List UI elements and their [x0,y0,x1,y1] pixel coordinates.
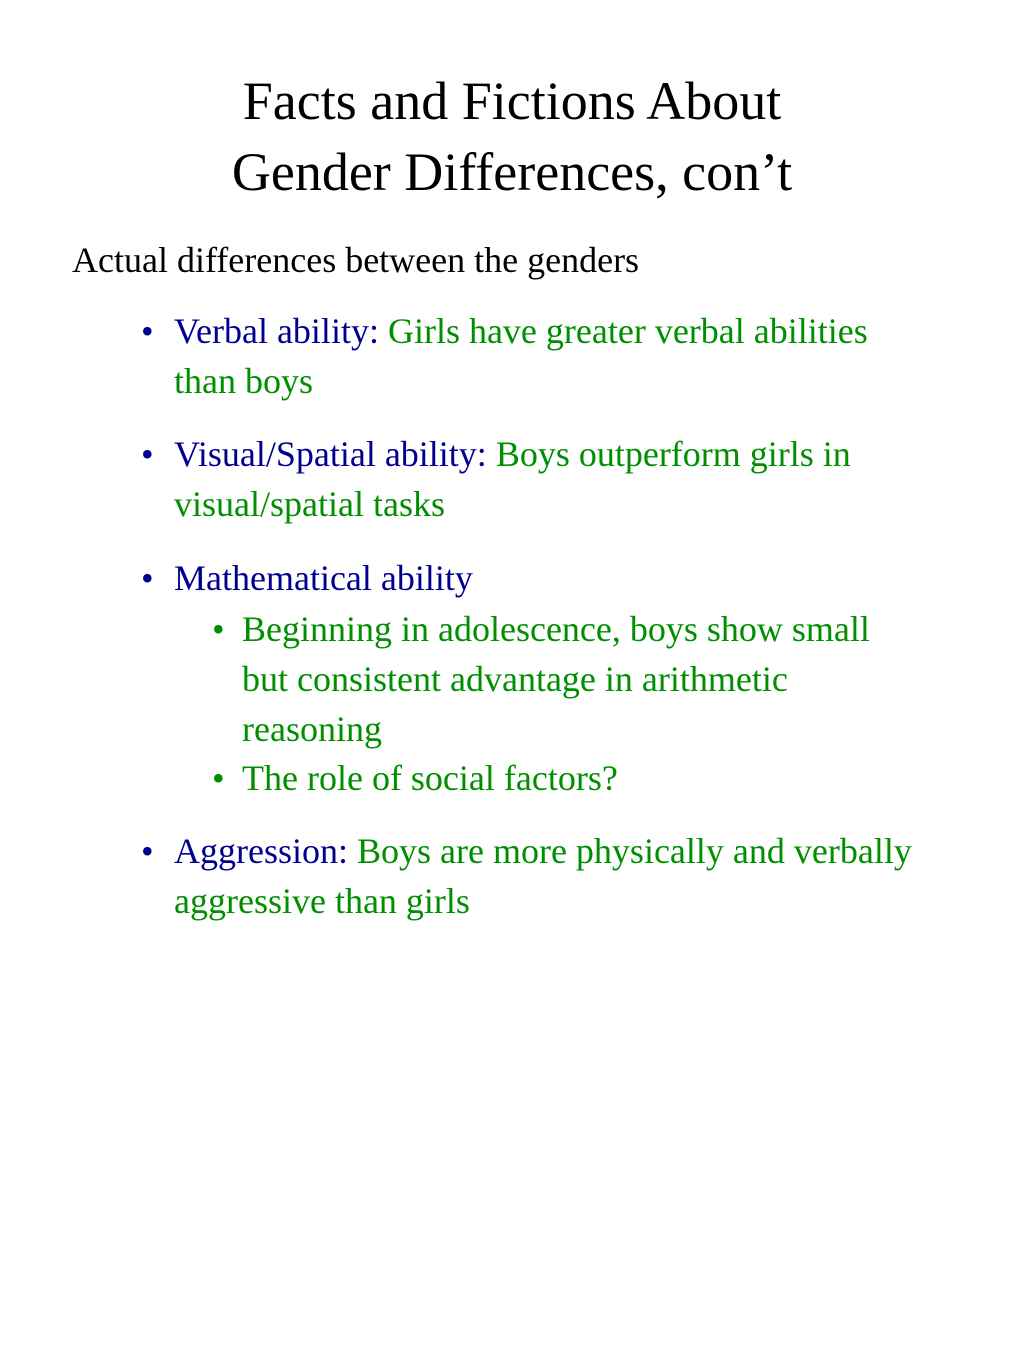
title-line-2: Gender Differences, con’t [231,142,793,202]
bullet-mathematical-ability [141,553,934,603]
bullet-dot: • [141,434,154,474]
bullet-dot: • [141,311,154,351]
bullet-dot: • [212,609,225,649]
bullet-text: Girls have greater verbal abilities than boys [174,311,868,401]
slide-title [0,66,1024,208]
bullet-verbal-ability [141,306,934,406]
bullet-aggression [141,826,934,926]
subbullet-text: Beginning in adolescence, boys show small but consistent advantage in arithmetic reasoning [242,609,870,749]
bullet-text: Boys outperform girls in visual/spatial tasks [174,434,851,524]
subbullet-adolescence [212,604,922,754]
bullet-label: Mathematical ability [174,558,473,598]
subbullet-social-factors [212,753,922,803]
bullet-dot: • [141,831,154,871]
bullet-label: Aggression: [174,831,348,871]
title-line-1: Facts and Fictions About [242,71,782,131]
bullet-label: Verbal ability: [174,311,379,351]
bullet-text: Boys are more physically and verbally aggressive than girls [174,831,912,921]
section-heading: Actual differences between the genders [72,240,640,280]
bullet-dot: • [212,758,225,798]
bullet-visual-spatial-ability [141,429,934,529]
subbullet-text: The role of social factors? [242,758,618,798]
bullet-dot: • [141,558,154,598]
bullet-label: Visual/Spatial ability: [174,434,487,474]
